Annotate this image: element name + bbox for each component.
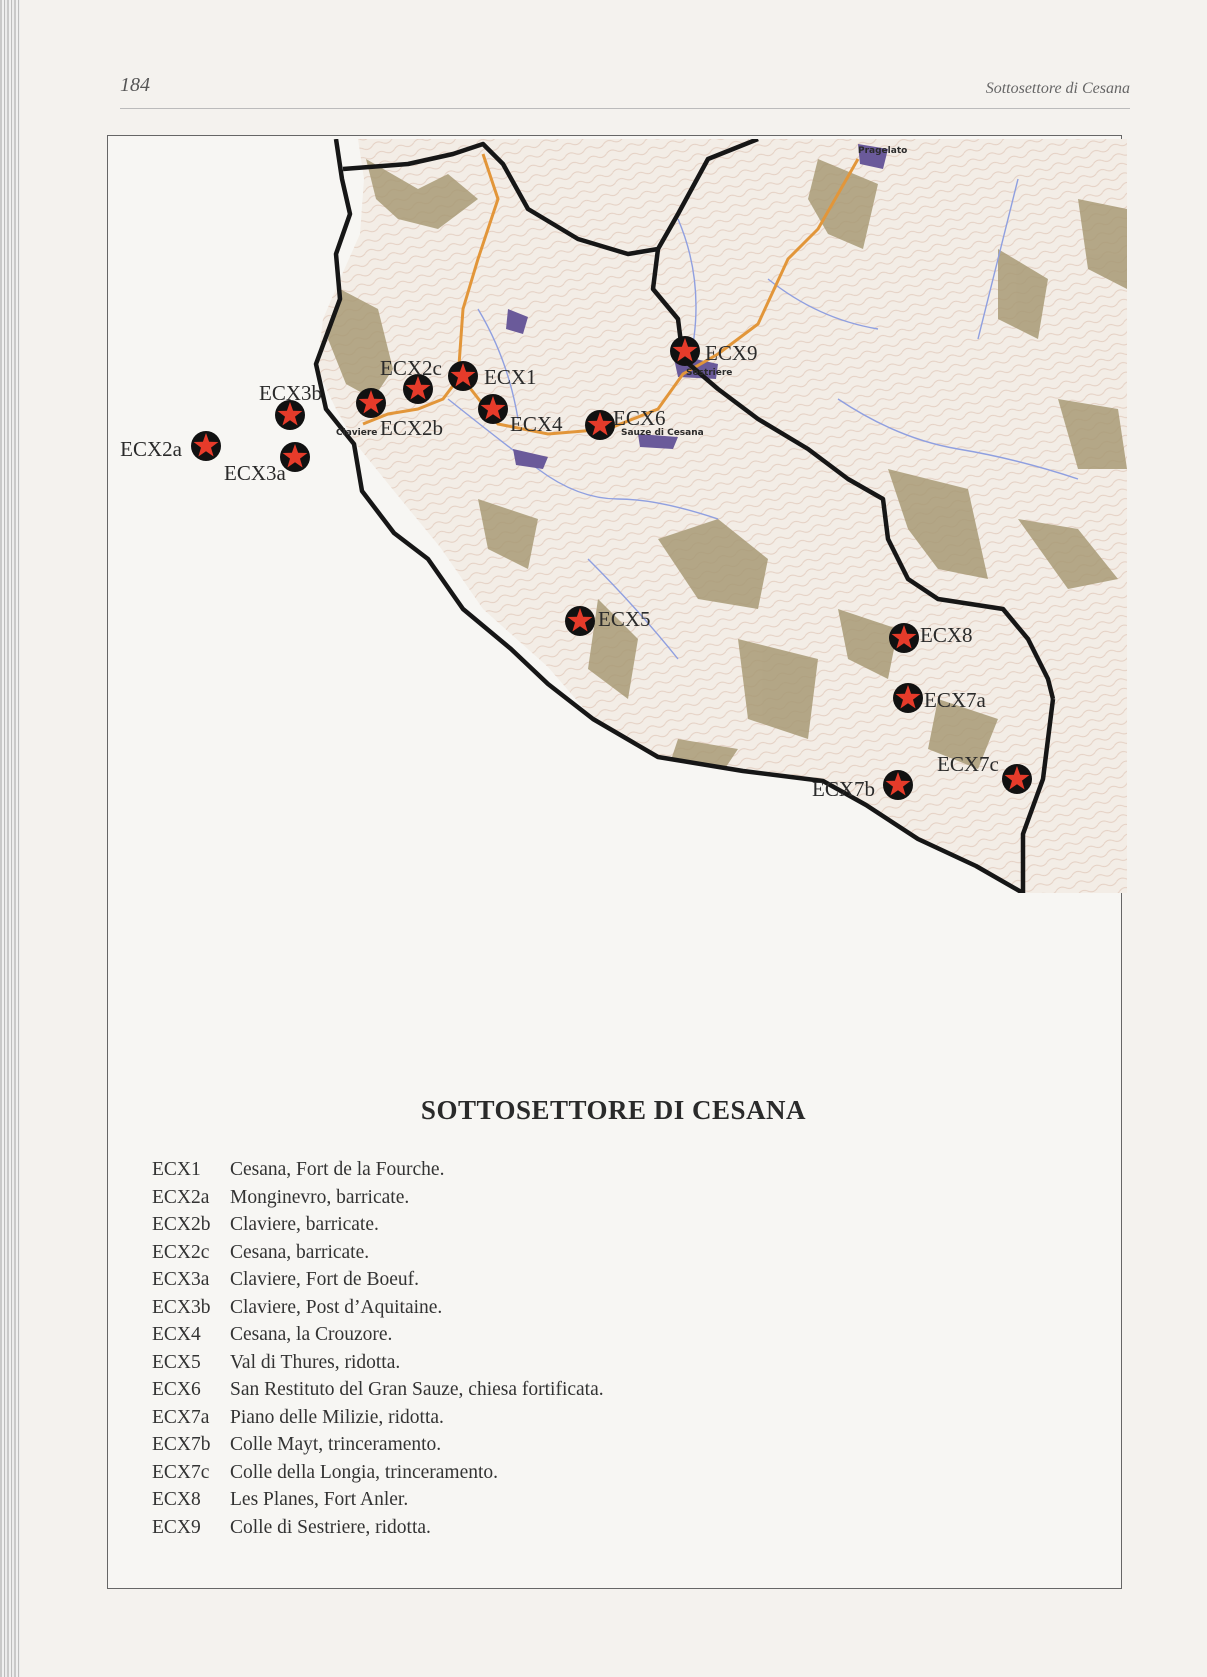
marker-ecx3a[interactable] xyxy=(224,442,310,485)
legend-item xyxy=(152,1431,1052,1459)
legend-item-description: San Restituto del Gran Sauze, chiesa fortificata. xyxy=(230,1379,604,1400)
marker-label: ECX2b xyxy=(380,416,443,440)
legend-item-description: Piano delle Milizie, ridotta. xyxy=(230,1406,444,1428)
marker-label: ECX2c xyxy=(380,356,442,380)
legend-item-code: ECX4 xyxy=(152,1324,201,1345)
legend-item xyxy=(152,1486,1052,1514)
page-header xyxy=(120,74,1130,109)
marker-ecx7a[interactable] xyxy=(893,683,987,713)
legend-item-code: ECX7c xyxy=(152,1461,210,1483)
marker-label: ECX7a xyxy=(924,688,986,712)
legend-item-description: Cesana, Fort de la Fourche. xyxy=(230,1159,445,1180)
town-label-sauze: Sauze di Cesana xyxy=(621,428,704,438)
legend-item-code: ECX7a xyxy=(152,1406,210,1428)
legend-item-code: ECX1 xyxy=(152,1159,201,1180)
legend-item-description: Claviere, Fort de Boeuf. xyxy=(230,1269,419,1290)
legend-item-description: Cesana, barricate. xyxy=(230,1241,370,1263)
marker-label: ECX1 xyxy=(484,365,537,389)
legend-item-description: Monginevro, barricate. xyxy=(230,1186,410,1208)
legend-item-code: ECX3b xyxy=(152,1296,211,1318)
marker-label: ECX5 xyxy=(598,607,651,631)
legend-item xyxy=(152,1514,1052,1542)
legend-item xyxy=(152,1239,1052,1267)
legend-item xyxy=(152,1376,1052,1404)
legend-item xyxy=(152,1349,1052,1377)
marker-ecx1[interactable] xyxy=(448,361,537,391)
legend-item-code: ECX7b xyxy=(152,1434,211,1455)
legend-title: SOTTOSETTORE DI CESANA xyxy=(420,1095,807,1125)
town-label-pragelato: Pragelato xyxy=(858,146,908,156)
legend-item xyxy=(152,1266,1052,1294)
legend-item xyxy=(152,1156,1052,1184)
legend-item-description: Les Planes, Fort Anler. xyxy=(230,1489,409,1510)
marker-ecx2a[interactable] xyxy=(120,431,221,461)
marker-ecx3b[interactable] xyxy=(259,381,322,430)
legend-item-description: Colle della Longia, trinceramento. xyxy=(230,1461,499,1483)
marker-label: ECX7b xyxy=(812,777,875,801)
page-binding-edge xyxy=(0,0,20,1677)
legend-item xyxy=(152,1184,1052,1212)
marker-label: ECX4 xyxy=(510,412,563,436)
legend-item-code: ECX3a xyxy=(152,1269,210,1290)
legend-item xyxy=(152,1211,1052,1239)
legend-item-code: ECX8 xyxy=(152,1489,201,1510)
marker-label: ECX2a xyxy=(120,437,182,461)
legend-item-description: Cesana, la Crouzore. xyxy=(230,1324,393,1345)
legend-item-description: Colle di Sestriere, ridotta. xyxy=(230,1516,431,1538)
marker-label: ECX3b xyxy=(259,381,322,405)
marker-label: ECX3a xyxy=(224,461,286,485)
legend-list xyxy=(152,1156,1052,1541)
legend-item-code: ECX2a xyxy=(152,1186,210,1208)
marker-label: ECX7c xyxy=(937,752,999,776)
legend-item-code: ECX2b xyxy=(152,1214,211,1235)
running-title: Sottosettore di Cesana xyxy=(985,80,1130,97)
marker-label: ECX8 xyxy=(920,623,973,647)
legend-item xyxy=(152,1294,1052,1322)
legend-item xyxy=(152,1404,1052,1432)
town-label-claviere: Claviere xyxy=(336,428,378,438)
legend-item-code: ECX2c xyxy=(152,1241,210,1263)
town-label-sestriere: Sestriere xyxy=(686,368,733,378)
marker-label: ECX9 xyxy=(705,341,758,365)
legend-item-description: Colle Mayt, trinceramento. xyxy=(230,1434,442,1455)
legend-item xyxy=(152,1321,1052,1349)
legend-item-description: Claviere, Post d’Aquitaine. xyxy=(230,1296,443,1318)
marker-ecx9[interactable] xyxy=(670,336,758,366)
legend-item-description: Val di Thures, ridotta. xyxy=(230,1351,401,1373)
marker-label: ECX6 xyxy=(613,406,666,430)
legend-item-description: Claviere, barricate. xyxy=(230,1214,379,1235)
legend-item-code: ECX9 xyxy=(152,1516,201,1538)
page-number: 184 xyxy=(120,74,150,96)
map-panel xyxy=(118,139,1127,893)
legend-item-code: ECX5 xyxy=(152,1351,201,1373)
legend-item xyxy=(152,1459,1052,1487)
legend-item-code: ECX6 xyxy=(152,1379,201,1400)
